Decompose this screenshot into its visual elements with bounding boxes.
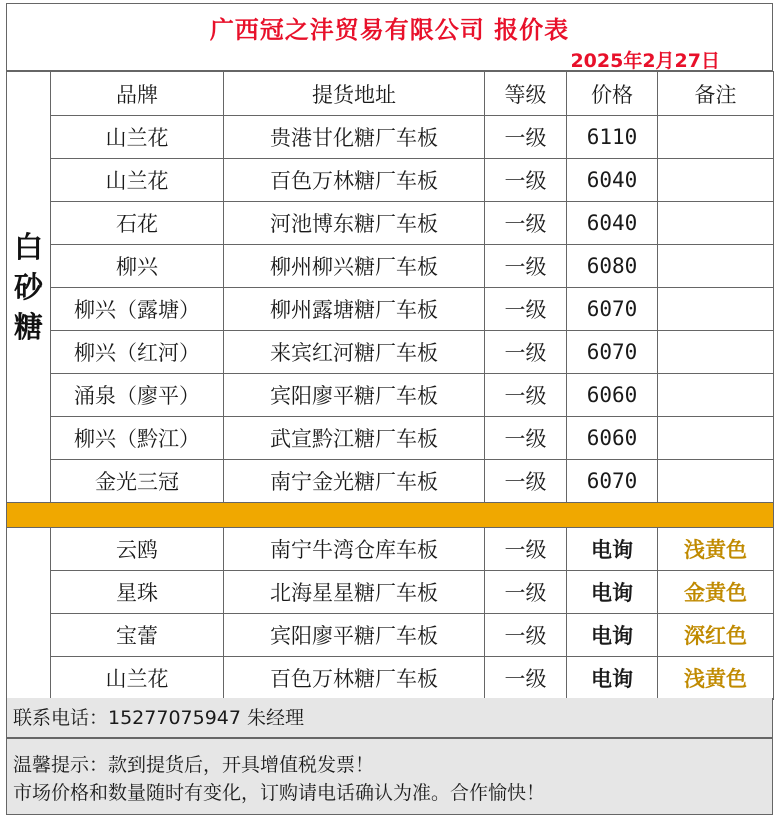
- note-cell: 金黄色: [658, 571, 774, 614]
- table-row: [7, 614, 774, 657]
- price-table: [6, 71, 774, 700]
- address-cell: 南宁牛湾仓库车板: [224, 528, 485, 571]
- address-cell: 宾阳廖平糖厂车板: [224, 614, 485, 657]
- note-cell: [658, 460, 774, 503]
- grade-cell: 一级: [485, 202, 567, 245]
- address-cell: 百色万林糖厂车板: [224, 159, 485, 202]
- address-cell: 百色万林糖厂车板: [224, 657, 485, 700]
- note-cell: [658, 331, 774, 374]
- table-row: [7, 417, 774, 460]
- page-title: 广西冠之沣贸易有限公司 报价表: [209, 16, 570, 44]
- category-label: [7, 227, 50, 347]
- note-cell: 浅黄色: [658, 657, 774, 700]
- price-cell: 6110: [567, 116, 658, 159]
- title-block: [6, 3, 773, 71]
- brand-cell: 柳兴: [51, 245, 224, 288]
- price-cell: 6040: [567, 159, 658, 202]
- brand-cell: 山兰花: [51, 657, 224, 700]
- grade-cell: 一级: [485, 159, 567, 202]
- grade-cell: 一级: [485, 417, 567, 460]
- price-cell: 电询: [567, 528, 658, 571]
- grade-cell: 一级: [485, 571, 567, 614]
- brand-cell: 云鸥: [51, 528, 224, 571]
- header-row: [7, 72, 774, 116]
- table-row: [7, 374, 774, 417]
- brand-cell: 柳兴（露塘）: [51, 288, 224, 331]
- grade-cell: 一级: [485, 460, 567, 503]
- address-cell: 北海星星糖厂车板: [224, 571, 485, 614]
- header-note: 备注: [658, 72, 774, 116]
- note-cell: [658, 116, 774, 159]
- brand-cell: 柳兴（红河）: [51, 331, 224, 374]
- grade-cell: 一级: [485, 657, 567, 700]
- brand-cell: 星珠: [51, 571, 224, 614]
- brand-cell: 石花: [51, 202, 224, 245]
- price-cell: 6070: [567, 331, 658, 374]
- price-cell: 6070: [567, 288, 658, 331]
- note-line: 温馨提示：款到提货后，开具增值税发票！: [13, 754, 375, 776]
- note-cell: [658, 374, 774, 417]
- address-cell: 柳州柳兴糖厂车板: [224, 245, 485, 288]
- brand-cell: 柳兴（黔江）: [51, 417, 224, 460]
- header-brand: 品牌: [51, 72, 224, 116]
- category-char-2: 砂: [13, 270, 43, 304]
- brand-cell: 金光三冠: [51, 460, 224, 503]
- price-cell: 6040: [567, 202, 658, 245]
- note-line: 市场价格和数量随时有变化，订购请电话确认为准。合作愉快！: [13, 782, 546, 804]
- header-address: 提货地址: [224, 72, 485, 116]
- note-cell: [658, 417, 774, 460]
- grade-cell: 一级: [485, 245, 567, 288]
- category-char-3: 糖: [13, 310, 43, 344]
- price-cell: 电询: [567, 657, 658, 700]
- grade-cell: 一级: [485, 614, 567, 657]
- table-row: [7, 571, 774, 614]
- address-cell: 柳州露塘糖厂车板: [224, 288, 485, 331]
- notes-block: [6, 738, 773, 815]
- brand-cell: 山兰花: [51, 116, 224, 159]
- category-other: [7, 528, 51, 700]
- table-row: [7, 528, 774, 571]
- category-char-1: 白: [13, 230, 43, 264]
- address-cell: 来宾红河糖厂车板: [224, 331, 485, 374]
- price-cell: 6060: [567, 417, 658, 460]
- header-price: 价格: [567, 72, 658, 116]
- note-cell: 浅黄色: [658, 528, 774, 571]
- table-row: [7, 159, 774, 202]
- address-cell: 武宣黔江糖厂车板: [224, 417, 485, 460]
- table-row: [7, 288, 774, 331]
- note-cell: 深红色: [658, 614, 774, 657]
- brand-cell: 宝蕾: [51, 614, 224, 657]
- grade-cell: 一级: [485, 288, 567, 331]
- brand-cell: 山兰花: [51, 159, 224, 202]
- category-white-sugar: [7, 72, 51, 503]
- address-cell: 贵港甘化糖厂车板: [224, 116, 485, 159]
- price-cell: 电询: [567, 614, 658, 657]
- grade-cell: 一级: [485, 528, 567, 571]
- price-cell: 6080: [567, 245, 658, 288]
- note-cell: [658, 245, 774, 288]
- brand-cell: 涌泉（廖平）: [51, 374, 224, 417]
- price-cell: 6070: [567, 460, 658, 503]
- table-row: [7, 245, 774, 288]
- note-cell: [658, 202, 774, 245]
- note-cell: [658, 288, 774, 331]
- header-grade: 等级: [485, 72, 567, 116]
- grade-cell: 一级: [485, 374, 567, 417]
- section-separator: [7, 503, 774, 528]
- price-cell: 6060: [567, 374, 658, 417]
- grade-cell: 一级: [485, 331, 567, 374]
- price-cell: 电询: [567, 571, 658, 614]
- note-cell: [658, 159, 774, 202]
- quote-date: 2025年2月27日: [570, 50, 720, 72]
- address-cell: 河池博东糖厂车板: [224, 202, 485, 245]
- contact-line: 联系电话：15277075947 朱经理: [6, 698, 773, 738]
- address-cell: 南宁金光糖厂车板: [224, 460, 485, 503]
- table-row: [7, 116, 774, 159]
- table-row: [7, 331, 774, 374]
- table-row: [7, 657, 774, 700]
- grade-cell: 一级: [485, 116, 567, 159]
- separator-bar: [7, 503, 774, 528]
- address-cell: 宾阳廖平糖厂车板: [224, 374, 485, 417]
- table-row: [7, 202, 774, 245]
- table-row: [7, 460, 774, 503]
